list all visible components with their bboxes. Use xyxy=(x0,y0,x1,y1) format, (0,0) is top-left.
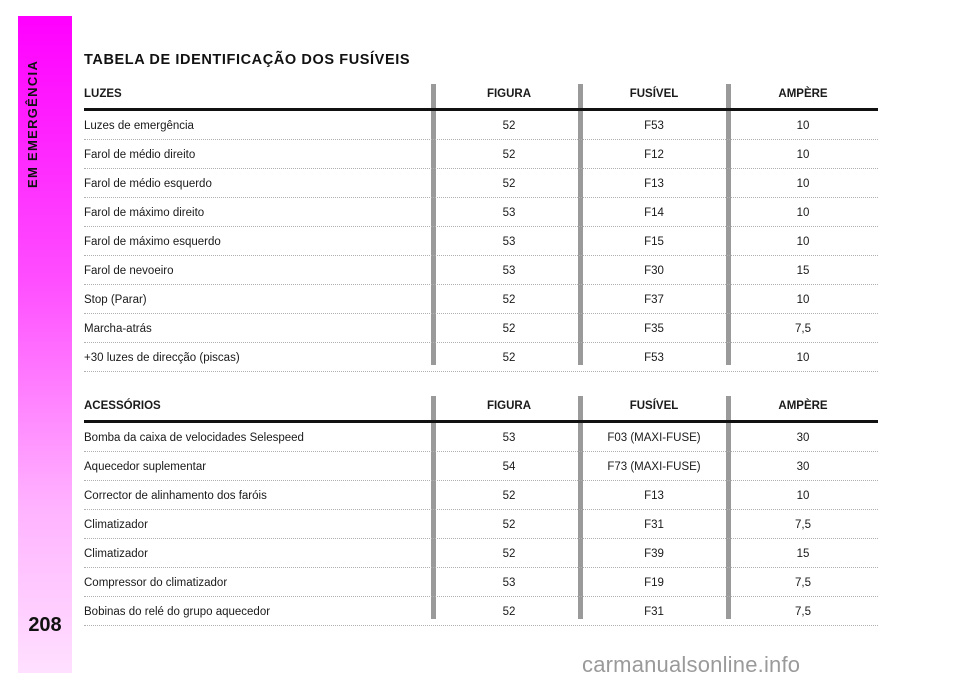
description-cell: Farol de nevoeiro xyxy=(84,265,174,277)
table-row xyxy=(84,198,878,227)
page-number: 208 xyxy=(28,614,62,636)
table-row xyxy=(84,285,878,314)
table-row xyxy=(84,140,878,169)
ampere-cell: 10 xyxy=(796,294,810,306)
table-header xyxy=(84,84,878,111)
table-row xyxy=(84,423,878,452)
ampere-cell: 30 xyxy=(796,432,810,444)
fuse-cell: F73 (MAXI-FUSE) xyxy=(607,461,701,473)
table-row xyxy=(84,452,878,481)
fuse-cell: F39 xyxy=(644,548,664,560)
ampere-cell: 7,5 xyxy=(795,577,811,589)
watermark: carmanualsonline.info xyxy=(582,652,801,677)
header-fuse: FUSÍVEL xyxy=(629,400,679,412)
figure-cell: 52 xyxy=(502,294,516,306)
header-figure: FIGURA xyxy=(486,400,532,412)
description-cell: Climatizador xyxy=(84,519,148,531)
table-header xyxy=(84,396,878,423)
table-row xyxy=(84,568,878,597)
description-cell: +30 luzes de direcção (piscas) xyxy=(84,352,240,364)
fuse-cell: F03 (MAXI-FUSE) xyxy=(607,432,701,444)
figure-cell: 53 xyxy=(502,236,516,248)
description-cell: Climatizador xyxy=(84,548,148,560)
ampere-cell: 10 xyxy=(796,490,810,502)
table-row xyxy=(84,597,878,626)
figure-cell: 52 xyxy=(502,120,516,132)
fuse-cell: F13 xyxy=(644,178,664,190)
section-label: EM EMERGÊNCIA xyxy=(25,59,40,188)
table-row xyxy=(84,510,878,539)
figure-cell: 52 xyxy=(502,606,516,618)
ampere-cell: 15 xyxy=(796,265,810,277)
figure-cell: 53 xyxy=(502,207,516,219)
fuse-table-lights xyxy=(84,84,878,372)
header-ampere: AMPÈRE xyxy=(778,400,828,412)
description-cell: Corrector de alinhamento dos faróis xyxy=(84,490,267,502)
header-category: LUZES xyxy=(84,88,122,100)
description-cell: Farol de médio esquerdo xyxy=(84,178,212,190)
figure-cell: 52 xyxy=(502,352,516,364)
table-row xyxy=(84,539,878,568)
fuse-cell: F19 xyxy=(644,577,664,589)
figure-cell: 53 xyxy=(502,265,516,277)
fuse-cell: F15 xyxy=(644,236,664,248)
description-cell: Bomba da caixa de velocidades Selespeed xyxy=(84,432,304,444)
figure-cell: 53 xyxy=(502,577,516,589)
table-row xyxy=(84,314,878,343)
fuse-cell: F35 xyxy=(644,323,664,335)
figure-cell: 54 xyxy=(502,461,516,473)
description-cell: Luzes de emergência xyxy=(84,120,194,132)
ampere-cell: 7,5 xyxy=(795,606,811,618)
ampere-cell: 10 xyxy=(796,207,810,219)
header-category: ACESSÓRIOS xyxy=(84,400,161,412)
ampere-cell: 10 xyxy=(796,352,810,364)
ampere-cell: 10 xyxy=(796,120,810,132)
figure-cell: 53 xyxy=(502,432,516,444)
page-title: TABELA DE IDENTIFICAÇÃO DOS FUSÍVEIS xyxy=(84,52,411,68)
ampere-cell: 10 xyxy=(796,149,810,161)
description-cell: Farol de máximo esquerdo xyxy=(84,236,221,248)
ampere-cell: 7,5 xyxy=(795,323,811,335)
fuse-cell: F14 xyxy=(644,207,664,219)
fuse-cell: F37 xyxy=(644,294,664,306)
table-body xyxy=(84,423,878,626)
fuse-cell: F53 xyxy=(644,352,664,364)
ampere-cell: 7,5 xyxy=(795,519,811,531)
table-row xyxy=(84,256,878,285)
fuse-cell: F53 xyxy=(644,120,664,132)
fuse-cell: F12 xyxy=(644,149,664,161)
ampere-cell: 30 xyxy=(796,461,810,473)
table-row xyxy=(84,169,878,198)
header-ampere: AMPÈRE xyxy=(778,88,828,100)
figure-cell: 52 xyxy=(502,323,516,335)
description-cell: Stop (Parar) xyxy=(84,294,147,306)
description-cell: Farol de médio direito xyxy=(84,149,196,161)
fuse-table-accessories xyxy=(84,396,878,626)
fuse-cell: F13 xyxy=(644,490,664,502)
description-cell: Aquecedor suplementar xyxy=(84,461,207,473)
ampere-cell: 10 xyxy=(796,236,810,248)
ampere-cell: 10 xyxy=(796,178,810,190)
fuse-cell: F30 xyxy=(644,265,664,277)
header-figure: FIGURA xyxy=(486,88,532,100)
header-fuse: FUSÍVEL xyxy=(629,88,679,100)
table-row xyxy=(84,481,878,510)
description-cell: Marcha-atrás xyxy=(84,323,152,335)
fuse-cell: F31 xyxy=(644,606,664,618)
figure-cell: 52 xyxy=(502,149,516,161)
ampere-cell: 15 xyxy=(796,548,810,560)
description-cell: Compressor do climatizador xyxy=(84,577,228,589)
figure-cell: 52 xyxy=(502,548,516,560)
figure-cell: 52 xyxy=(502,490,516,502)
table-body xyxy=(84,111,878,372)
table-row xyxy=(84,227,878,256)
table-row xyxy=(84,111,878,140)
figure-cell: 52 xyxy=(502,178,516,190)
figure-cell: 52 xyxy=(502,519,516,531)
description-cell: Bobinas do relé do grupo aquecedor xyxy=(84,606,271,618)
table-row xyxy=(84,343,878,372)
description-cell: Farol de máximo direito xyxy=(84,207,205,219)
fuse-cell: F31 xyxy=(644,519,664,531)
